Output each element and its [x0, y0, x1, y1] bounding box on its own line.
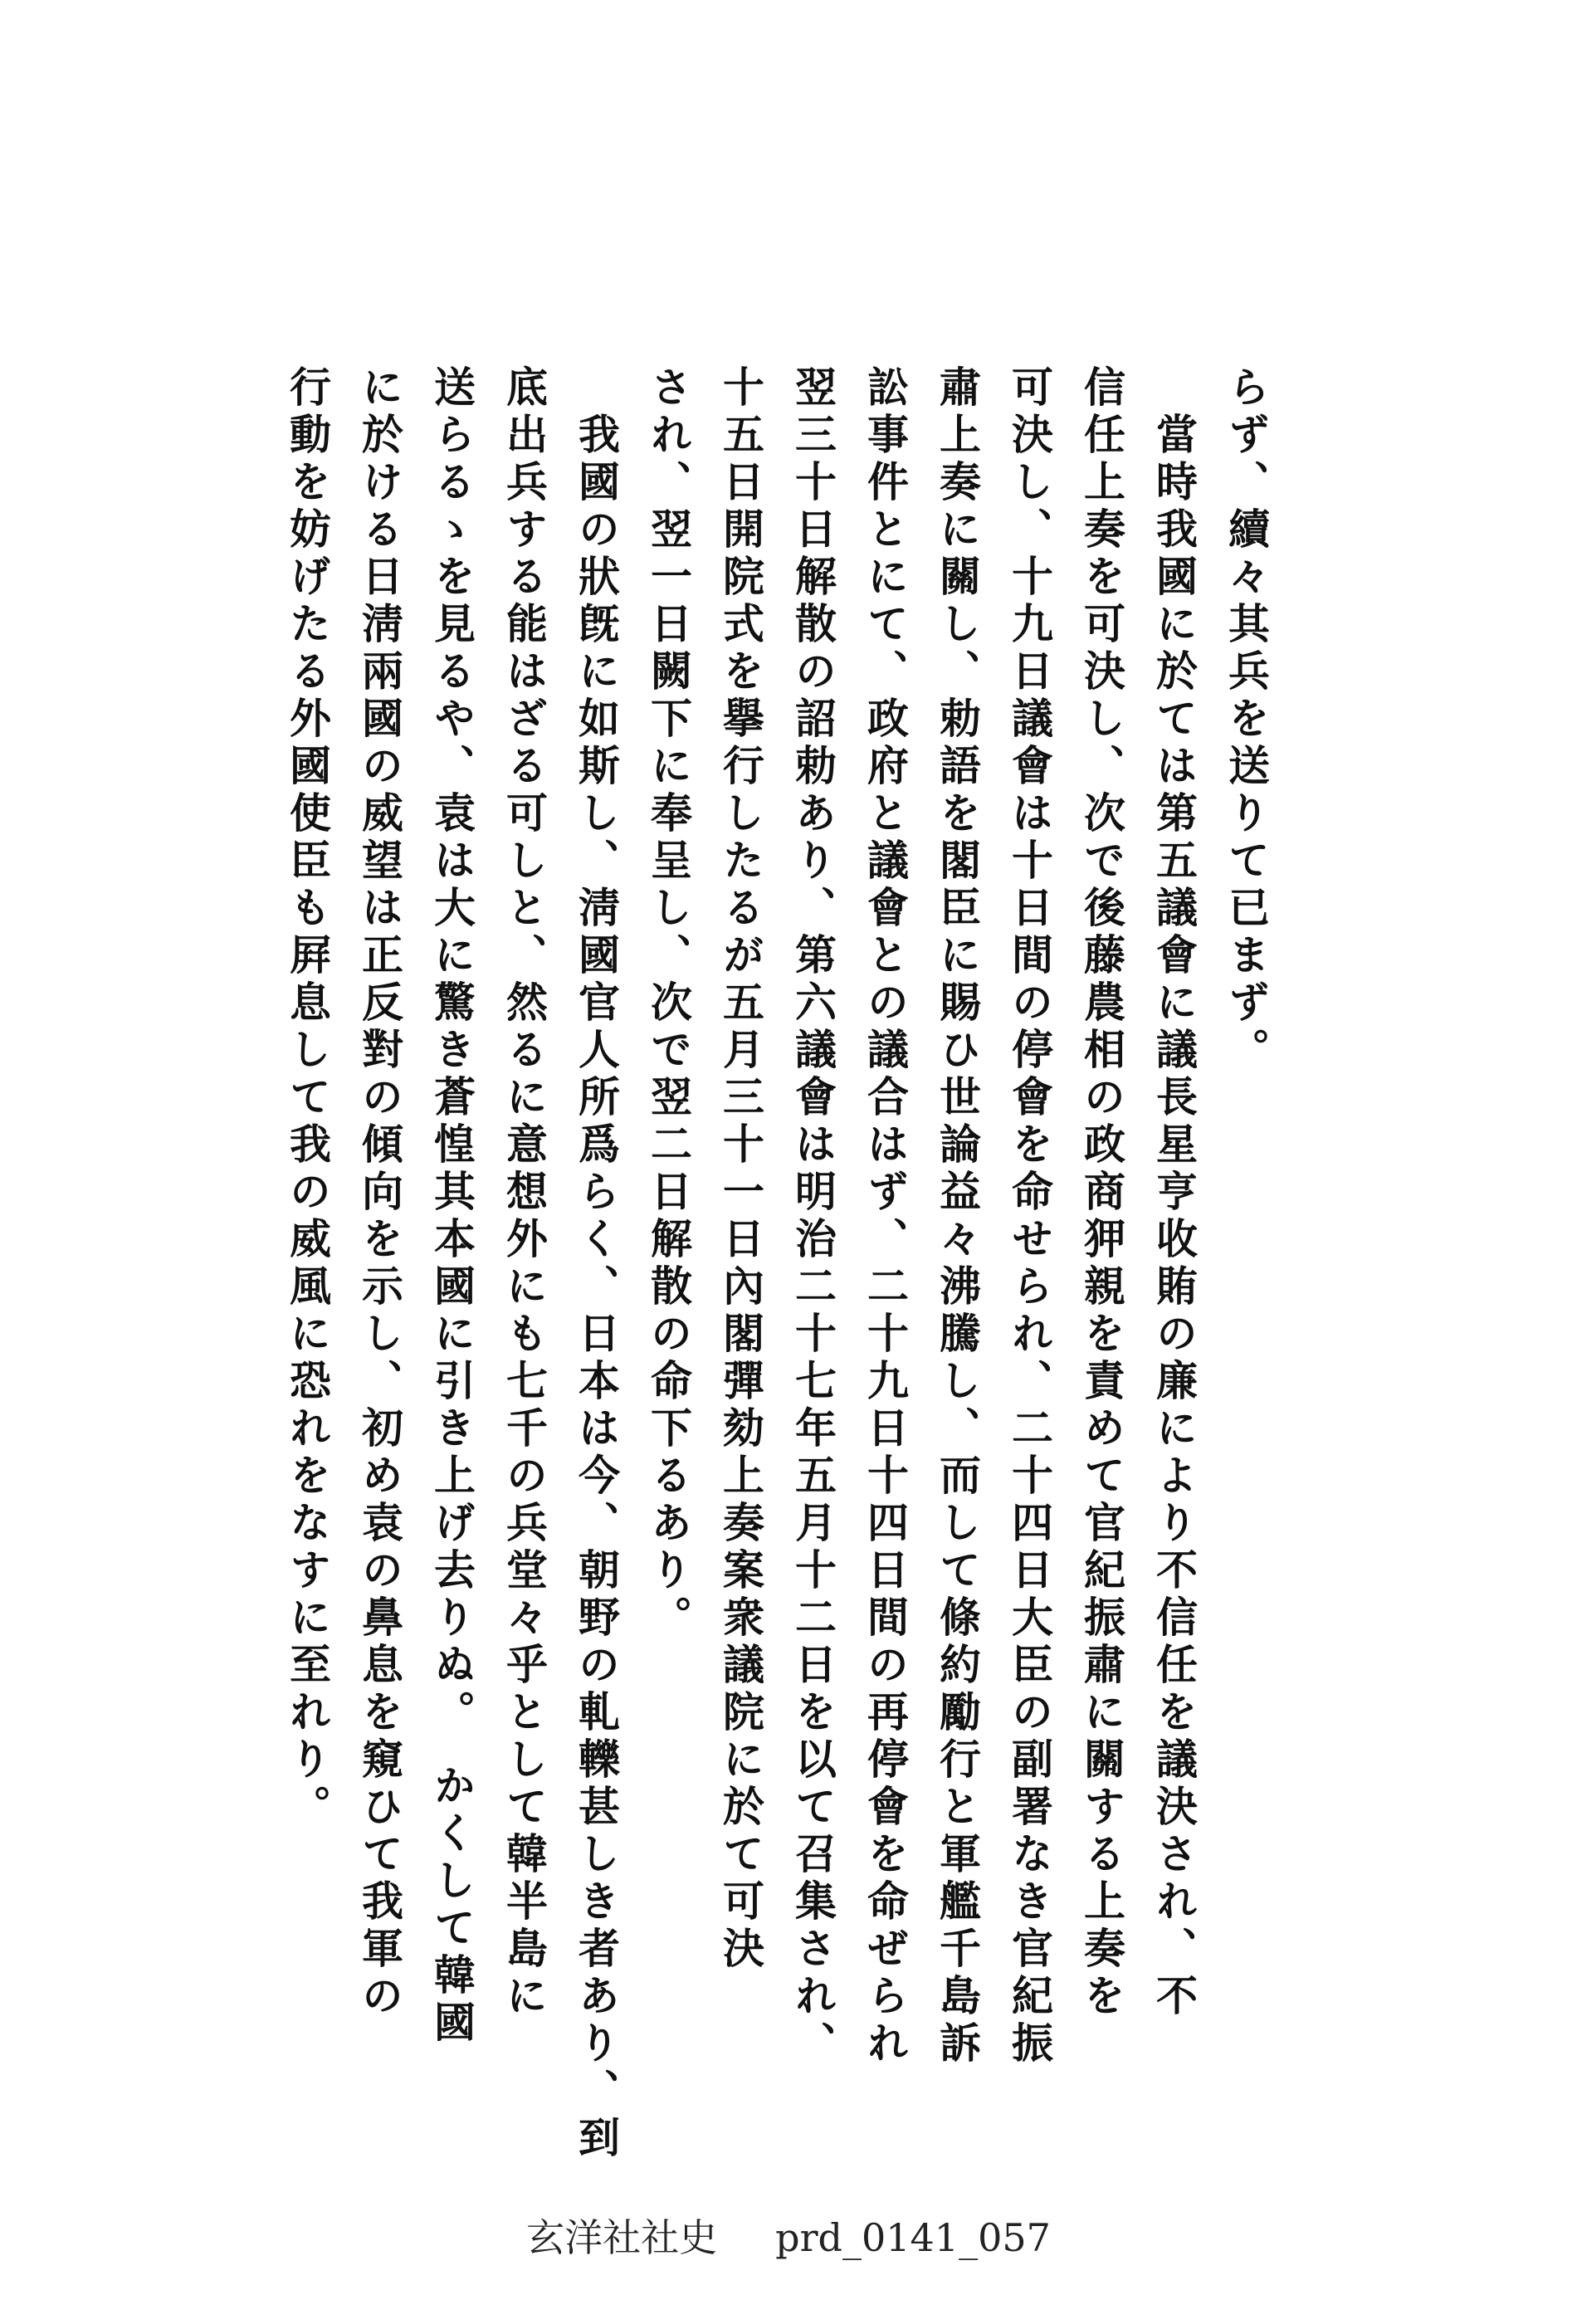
vertical-text-body [271, 365, 1282, 2163]
text-line: 十五日開院式を擧行したるが五月三十一日內閣彈劾上奏案衆議院に於て可決 [716, 365, 765, 1974]
text-line: 底出兵する能はざる可しと、然るに意想外にも七千の兵堂々乎として韓半島に [500, 365, 549, 2021]
text-line: 行動を妨げたる外國使臣も屛息して我の威風に恐れをなすに至れり。 [283, 365, 332, 1832]
text-line: 訟事件とにて、政府と議會との議合はず、二十九日十四日間の再停會を命ぜられ [861, 365, 910, 2068]
text-line: に於ける日淸兩國の威望は正反對の傾向を示し、初め袁の鼻息を窺ひて我軍の [355, 365, 404, 2021]
page-footer [0, 2208, 1577, 2263]
text-line: 信任上奏を可決し、次で後藤農相の政商狎親を責めて官紀振肅に關する上奏を [1077, 365, 1126, 2021]
text-line: らず、續々其兵を送りて已まず。 [1222, 365, 1271, 1075]
text-line: 我國の狀旣に如斯し、淸國官人所爲らく、日本は今、朝野の軋轢甚しき者あり、到 [572, 365, 621, 2163]
text-line: 翌三十日解散の詔勅あり、第六議會は明治二十七年五月十二日を以て召集され、 [788, 365, 837, 2068]
footer-title: 玄洋社社史 [526, 2215, 718, 2260]
text-line: 當時我國に於ては第五議會に議長星亨收賄の廉により不信任を議決され、不 [1150, 365, 1199, 2021]
text-line: 送らるゝを見るや、袁は大に驚き蒼惶其本國に引き上げ去りぬ。 かくして韓國 [427, 365, 476, 2048]
footer-code: prd_0141_057 [775, 2215, 1051, 2260]
text-line: 可決し、十九日議會は十日間の停會を命せられ、二十四日大臣の副署なき官紀振 [1005, 365, 1054, 2068]
text-line: され、翌一日闕下に奉呈し、次で翌二日解散の命下るあり。 [644, 365, 693, 1643]
text-line: 肅上奏に關し、勅語を閣臣に賜ひ世論益々沸騰し、而して條約勵行と軍艦千島訴 [933, 365, 982, 2068]
